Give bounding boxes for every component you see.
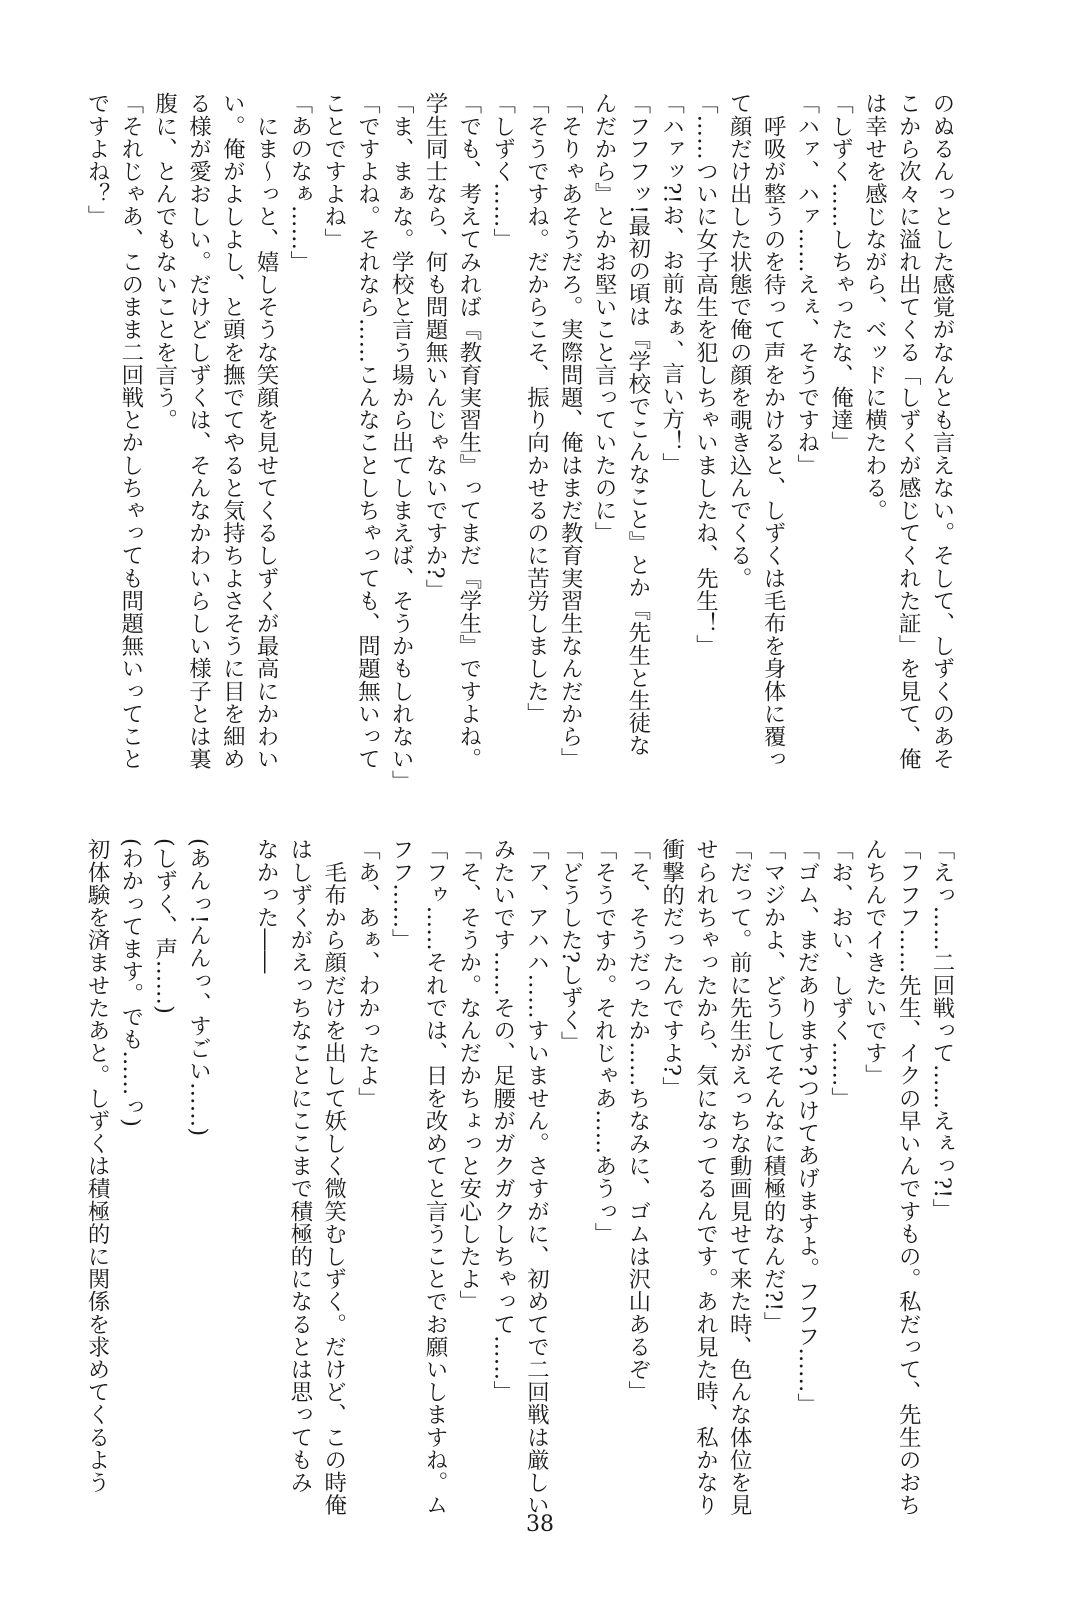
text-line: は幸せを感じながら、ベッドに横たわる。 bbox=[861, 92, 888, 522]
text-line: 「あ、あぁ、わかったよ」 bbox=[354, 838, 381, 1110]
text-line: 「そ、そうか。なんだかちょっと安心したよ」 bbox=[455, 838, 482, 1313]
text-line: 「でも、考えてみれば『教育実習生』ってまだ『学生』ですよね。 bbox=[455, 92, 482, 770]
top-text-block bbox=[78, 92, 958, 793]
text-line: 「ア、アハハ……すいません。さすがに、初めてで二回戦は厳しい bbox=[523, 838, 550, 1516]
text-line: 「それじゃあ、このまま二回戦とかしちゃっても問題無いってこと bbox=[117, 92, 144, 770]
text-line: にま～っと、嬉しそうな笑顔を見せてくるしずくが最高にかわい bbox=[253, 92, 280, 770]
text-line: 「フフフ……先生、イクの早いんですもの。私だって、先生のおち bbox=[895, 838, 922, 1516]
text-line: せられちゃったから、気になってるんです。あれ見た時、私かなり bbox=[692, 838, 719, 1516]
text-line: 「そうですね。だからこそ、振り向かせるのに苦労しました」 bbox=[523, 92, 550, 725]
text-line: 「そ、そうだったか……ちなみに、ゴムは沢山あるぞ」 bbox=[624, 838, 651, 1403]
text-line bbox=[214, 838, 248, 1528]
text-line: んだから』とかお堅いこと言っていたのに」 bbox=[591, 92, 618, 544]
bottom-text-block bbox=[78, 838, 958, 1528]
text-line: 「マジかよ、どうしてそんなに積極的なんだ?!」 bbox=[760, 838, 787, 1335]
text-line: 「あのなぁ……」 bbox=[286, 92, 313, 273]
text-line: 「フフフッ!最初の頃は『学校でこんなこと』とか『先生と生徒な bbox=[624, 92, 651, 757]
text-line: (わかってます。でも……っ) bbox=[117, 838, 144, 1128]
text-line: て顔だけ出した状態で俺の顔を覗き込んでくる。 bbox=[726, 92, 753, 590]
text-line: 「ま、まぁな。学校と言う場から出てしまえば、そうかもしれない」 bbox=[388, 92, 415, 793]
text-line: 「……ついに女子高生を犯しちゃいましたね、先生！」 bbox=[692, 92, 719, 657]
text-line: ですよね？」 bbox=[84, 92, 111, 228]
text-line: 「フゥ……それでは、日を改めてと言うことでお願いしますね。ム bbox=[422, 838, 449, 1516]
text-line: 「ですよね。それなら……こんなことしちゃっても、問題無いって bbox=[354, 92, 381, 770]
text-line: 「どうした?しずく」 bbox=[557, 838, 584, 1054]
text-line: 衝撃的だったんですよ?」 bbox=[658, 838, 685, 1099]
text-line: 「しずく……」 bbox=[489, 92, 516, 251]
text-line: みたいです……その、足腰がガクガクしちゃって……」 bbox=[489, 838, 516, 1403]
page-number: 38 bbox=[526, 1512, 554, 1537]
text-line: んちんでイきたいです」 bbox=[861, 838, 888, 1087]
text-line: 「ハァ、ハァ……えぇ、そうですね」 bbox=[793, 92, 820, 477]
text-line: 「だって。前に先生がえっちな動画見せて来た時、色んな体位を見 bbox=[726, 838, 753, 1516]
text-line: フフ……」 bbox=[388, 838, 415, 951]
text-line: 呼吸が整うのを待って声をかけると、しずくは毛布を身体に覆っ bbox=[760, 92, 787, 770]
text-line: い。俺がよしよし、と頭を撫でてやると気持ちよさそうに目を細め bbox=[219, 92, 246, 770]
text-line: (あんっ!んんっ、すごい……) bbox=[185, 838, 212, 1137]
text-line: る様が愛おしい。だけどしずくは、そんなかわいらしい様子とは裏 bbox=[185, 92, 212, 770]
text-line: 「ハァッ?!お、お前なぁ、言い方！」 bbox=[658, 92, 685, 476]
text-line: 腹に、とんでもないことを言う。 bbox=[151, 92, 178, 431]
text-line: 「お、おい、しずく……」 bbox=[827, 838, 854, 1110]
text-line: 「そりゃあそうだろ。実際問題、俺はまだ教育実習生なんだから」 bbox=[557, 92, 584, 770]
text-line: 毛布から顔だけを出して妖しく微笑むしずく。だけど、この時俺 bbox=[320, 838, 347, 1516]
text-line: (しずく、声……) bbox=[151, 838, 178, 1015]
text-line: 「えっ……二回戦って……えぇっ?!」 bbox=[929, 838, 955, 1221]
text-line: のぬるんっとした感覚がなんとも言えない。そして、しずくのあそ bbox=[929, 92, 955, 770]
text-line: 学生同士なら、何も問題無いんじゃないですか?」 bbox=[422, 92, 449, 602]
text-line: 「そうですか。それじゃあ……あうっ」 bbox=[591, 838, 618, 1245]
text-line: 「しずく……しちゃったな、俺達」 bbox=[827, 92, 854, 454]
text-line: 初体験を済ませたあと。しずくは積極的に関係を求めてくるよう bbox=[84, 838, 111, 1494]
text-line: こから次々に溢れ出てくる「しずくが感じてくれた証」を見て、俺 bbox=[895, 92, 922, 770]
text-line: なかった―― bbox=[253, 838, 280, 974]
text-line: ことですよね」 bbox=[320, 92, 347, 251]
text-line: 「ゴム、まだあります?つけてあげますよ。フフフ……」 bbox=[793, 838, 820, 1416]
text-line: はしずくがえっちなことにここまで積極的になるとは思ってもみ bbox=[286, 838, 313, 1494]
